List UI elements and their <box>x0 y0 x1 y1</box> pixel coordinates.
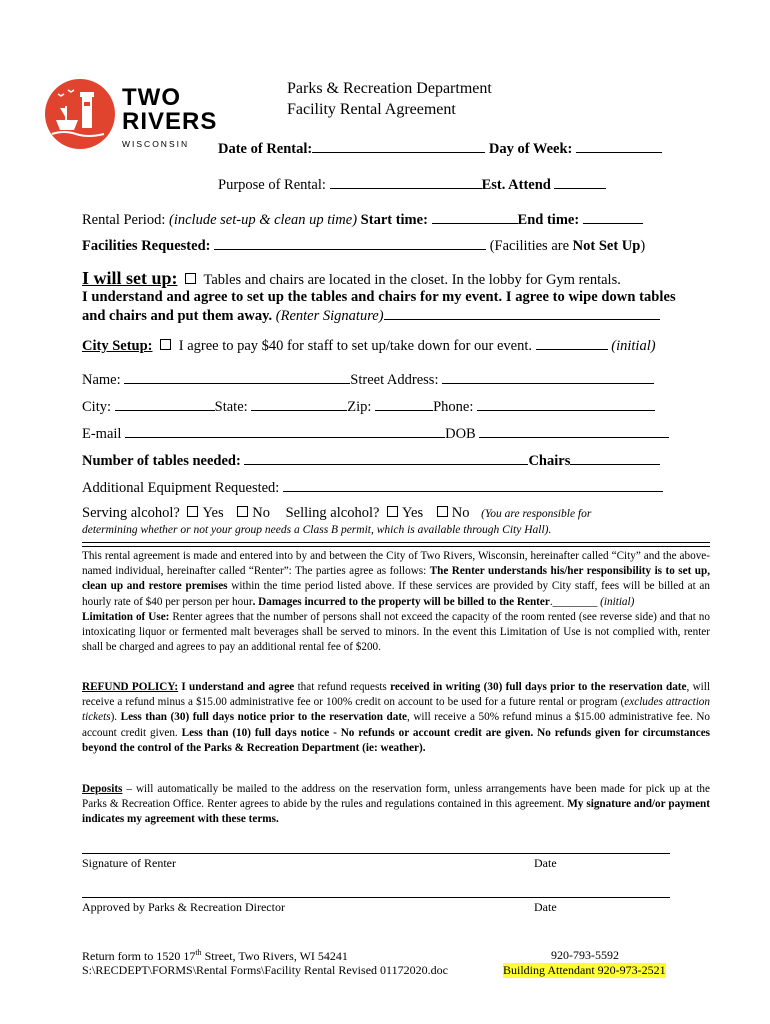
city-setup-checkbox[interactable] <box>160 339 171 350</box>
city-setup-initial-field[interactable] <box>536 337 608 350</box>
agreement-paragraph: This rental agreement is made and entered into by and between the City of Two Rivers, Wisconsin, hereinafter called “City” and the above-named individual, hereinafter called “Renter”: The parties agree as follows: The Renter understands his/her responsibility is to set up, clean up and restore premises within the time period listed above. If these services are provided by City staff, fees will be billed at an hourly rate of $40 per person per hour. Damages incurred to the property will be billed to the Renter.________ (initial) Limitation of Use: Renter agrees that the number of persons shall not exceed the capacity of the room rented (see reverse side) and that no intoxicating liquor or fermented malt beverages shall be served to minors. In the event this Limitation of Use is not complied with, renter shall be charged and agrees to pay an additional rental fee of $200. <box>82 550 710 654</box>
selling-yes-label: Yes <box>402 505 424 521</box>
alcohol-note-start: (You are responsible for <box>481 508 592 520</box>
renter-signature-line[interactable] <box>82 853 670 854</box>
logo-text-wisconsin: WISCONSIN <box>122 139 190 149</box>
renter-signature-hint: (Renter Signature) <box>275 308 384 324</box>
dob-label: DOB <box>445 426 476 442</box>
renter-date-label: Date <box>534 856 557 870</box>
name-row <box>82 371 654 389</box>
tables-field[interactable] <box>244 452 528 465</box>
refund-policy-paragraph: REFUND POLICY: I understand and agree that refund requests received in writing (30) full days prior to the reservation date, will receive a refund minus a $15.00 administrative fee or 100% credit on account to be used for a future rental or program (excludes attraction tickets). Less than (30) full days notice prior to the reservation date, will receive a 50% refund minus a $15.00 administrative fee. No account credit given. Less than (10) full days notice - No refunds or account credit are given. No refunds given for circumstances beyond the control of the Parks & Recreation Department (ie: weather). <box>82 681 711 754</box>
equipment-label: Additional Equipment Requested: <box>82 480 280 496</box>
city-field[interactable] <box>115 398 215 411</box>
state-field[interactable] <box>251 398 347 411</box>
city-setup-initial-label: (initial) <box>611 338 656 354</box>
tables-row <box>82 452 660 470</box>
self-setup-row <box>82 268 621 289</box>
director-signature-label: Approved by Parks & Recreation Director <box>82 900 285 914</box>
rental-period-row <box>82 211 643 229</box>
rental-period-note: (include set-up & clean up time) <box>169 212 358 228</box>
deposits-paragraph: Deposits – will automatically be mailed to the address on the reservation form, unless arrangements have been made for pick up at the Parks & Recreation Office. Renter agrees to abide by the rules and regulations contained in this agreement. My signature and/or payment indicates my agreement with these terms. <box>82 783 710 826</box>
renter-signature-label: Signature of Renter <box>82 856 176 870</box>
purpose-label: Purpose of Rental: <box>218 177 326 193</box>
setup-agreement-line1: I understand and agree to set up the tables and chairs for my event. I agree to wipe down tables <box>82 289 676 305</box>
rental-period-label: Rental Period: <box>82 212 166 228</box>
start-time-label: Start time: <box>360 212 428 228</box>
self-setup-checkbox[interactable] <box>185 273 196 284</box>
serving-yes-label: Yes <box>202 505 224 521</box>
facilities-row <box>82 237 645 255</box>
logo-text-rivers: RIVERS <box>122 108 218 135</box>
selling-no-label: No <box>451 505 470 521</box>
start-time-field[interactable] <box>432 211 518 224</box>
email-field[interactable] <box>125 425 445 438</box>
phone-label: Phone: <box>433 399 474 415</box>
street-field[interactable] <box>442 371 654 384</box>
est-attend-field[interactable] <box>554 176 606 189</box>
selling-yes-checkbox[interactable] <box>387 506 398 517</box>
form-title: Facility Rental Agreement <box>287 101 456 118</box>
refund-policy-label: REFUND POLICY: <box>82 681 179 693</box>
lighthouse-emblem-icon <box>44 78 116 150</box>
serving-yes-checkbox[interactable] <box>187 506 198 517</box>
renter-signature-field[interactable] <box>384 307 660 320</box>
city-setup-label: City Setup: <box>82 338 153 354</box>
office-phone: 920-793-5592 <box>551 948 619 962</box>
state-label: State: <box>214 399 248 415</box>
day-of-week-field[interactable] <box>576 140 662 153</box>
serving-alcohol-label: Serving alcohol? <box>82 505 180 521</box>
self-setup-text: Tables and chairs are located in the closet. In the lobby for Gym rentals. <box>203 272 621 288</box>
facilities-field[interactable] <box>214 237 486 250</box>
date-of-rental-label: Date of Rental: <box>218 141 313 157</box>
chairs-field[interactable] <box>570 452 660 465</box>
phone-field[interactable] <box>477 398 655 411</box>
city-label: City: <box>82 399 112 415</box>
facilities-note: (Facilities are Not Set Up) <box>489 238 646 254</box>
purpose-row <box>218 176 606 194</box>
setup-agreement-text: and chairs and put them away. <box>82 308 273 324</box>
two-rivers-logo <box>44 78 218 153</box>
department-name: Parks & Recreation Department <box>287 80 492 97</box>
city-setup-text: I agree to pay $40 for staff to set up/take down for our event. <box>178 338 533 354</box>
return-address: Return form to 1520 17th Street, Two Rivers, WI 54241 <box>82 948 348 963</box>
serving-no-label: No <box>252 505 270 521</box>
facilities-label: Facilities Requested: <box>82 238 211 254</box>
director-signature-line[interactable] <box>82 897 670 898</box>
name-field[interactable] <box>124 371 350 384</box>
end-time-label: End time: <box>517 212 580 228</box>
city-setup-row <box>82 337 656 355</box>
setup-agreement-line2 <box>82 307 660 325</box>
file-path: S:\RECDEPT\FORMS\Rental Forms\Facility Rental Revised 01172020.doc <box>82 963 448 977</box>
name-label: Name: <box>82 372 121 388</box>
date-of-rental-row <box>218 140 662 158</box>
selling-no-checkbox[interactable] <box>437 506 448 517</box>
email-label: E-mail <box>82 426 122 442</box>
alcohol-row <box>82 505 591 522</box>
building-attendant-phone: Building Attendant 920-973-2521 <box>503 963 666 977</box>
city-row <box>82 398 655 416</box>
equipment-row <box>82 479 663 497</box>
email-row <box>82 425 669 443</box>
purpose-field[interactable] <box>330 176 482 189</box>
limitation-label: Limitation of Use: <box>82 610 170 623</box>
date-of-rental-field[interactable] <box>312 140 485 153</box>
equipment-field[interactable] <box>283 479 663 492</box>
zip-label: Zip: <box>347 399 372 415</box>
alcohol-note-end: determining whether or not your group needs a Class B permit, which is available through City Hall). <box>82 524 552 536</box>
est-attend-label: Est. Attend <box>481 177 551 193</box>
serving-no-checkbox[interactable] <box>237 506 248 517</box>
deposits-label: Deposits <box>82 783 123 795</box>
day-of-week-label: Day of Week: <box>488 141 573 157</box>
zip-field[interactable] <box>375 398 433 411</box>
street-label: Street Address: <box>350 372 439 388</box>
self-setup-label: I will set up: <box>82 268 178 288</box>
section-divider <box>82 542 710 543</box>
dob-field[interactable] <box>479 425 669 438</box>
chairs-label: Chairs <box>528 453 571 469</box>
section-divider-second <box>82 546 710 547</box>
logo-text-two: TWO <box>122 84 181 111</box>
director-date-label: Date <box>534 900 557 914</box>
tables-label: Number of tables needed: <box>82 453 241 469</box>
selling-alcohol-label: Selling alcohol? <box>285 505 380 521</box>
end-time-field[interactable] <box>583 211 643 224</box>
